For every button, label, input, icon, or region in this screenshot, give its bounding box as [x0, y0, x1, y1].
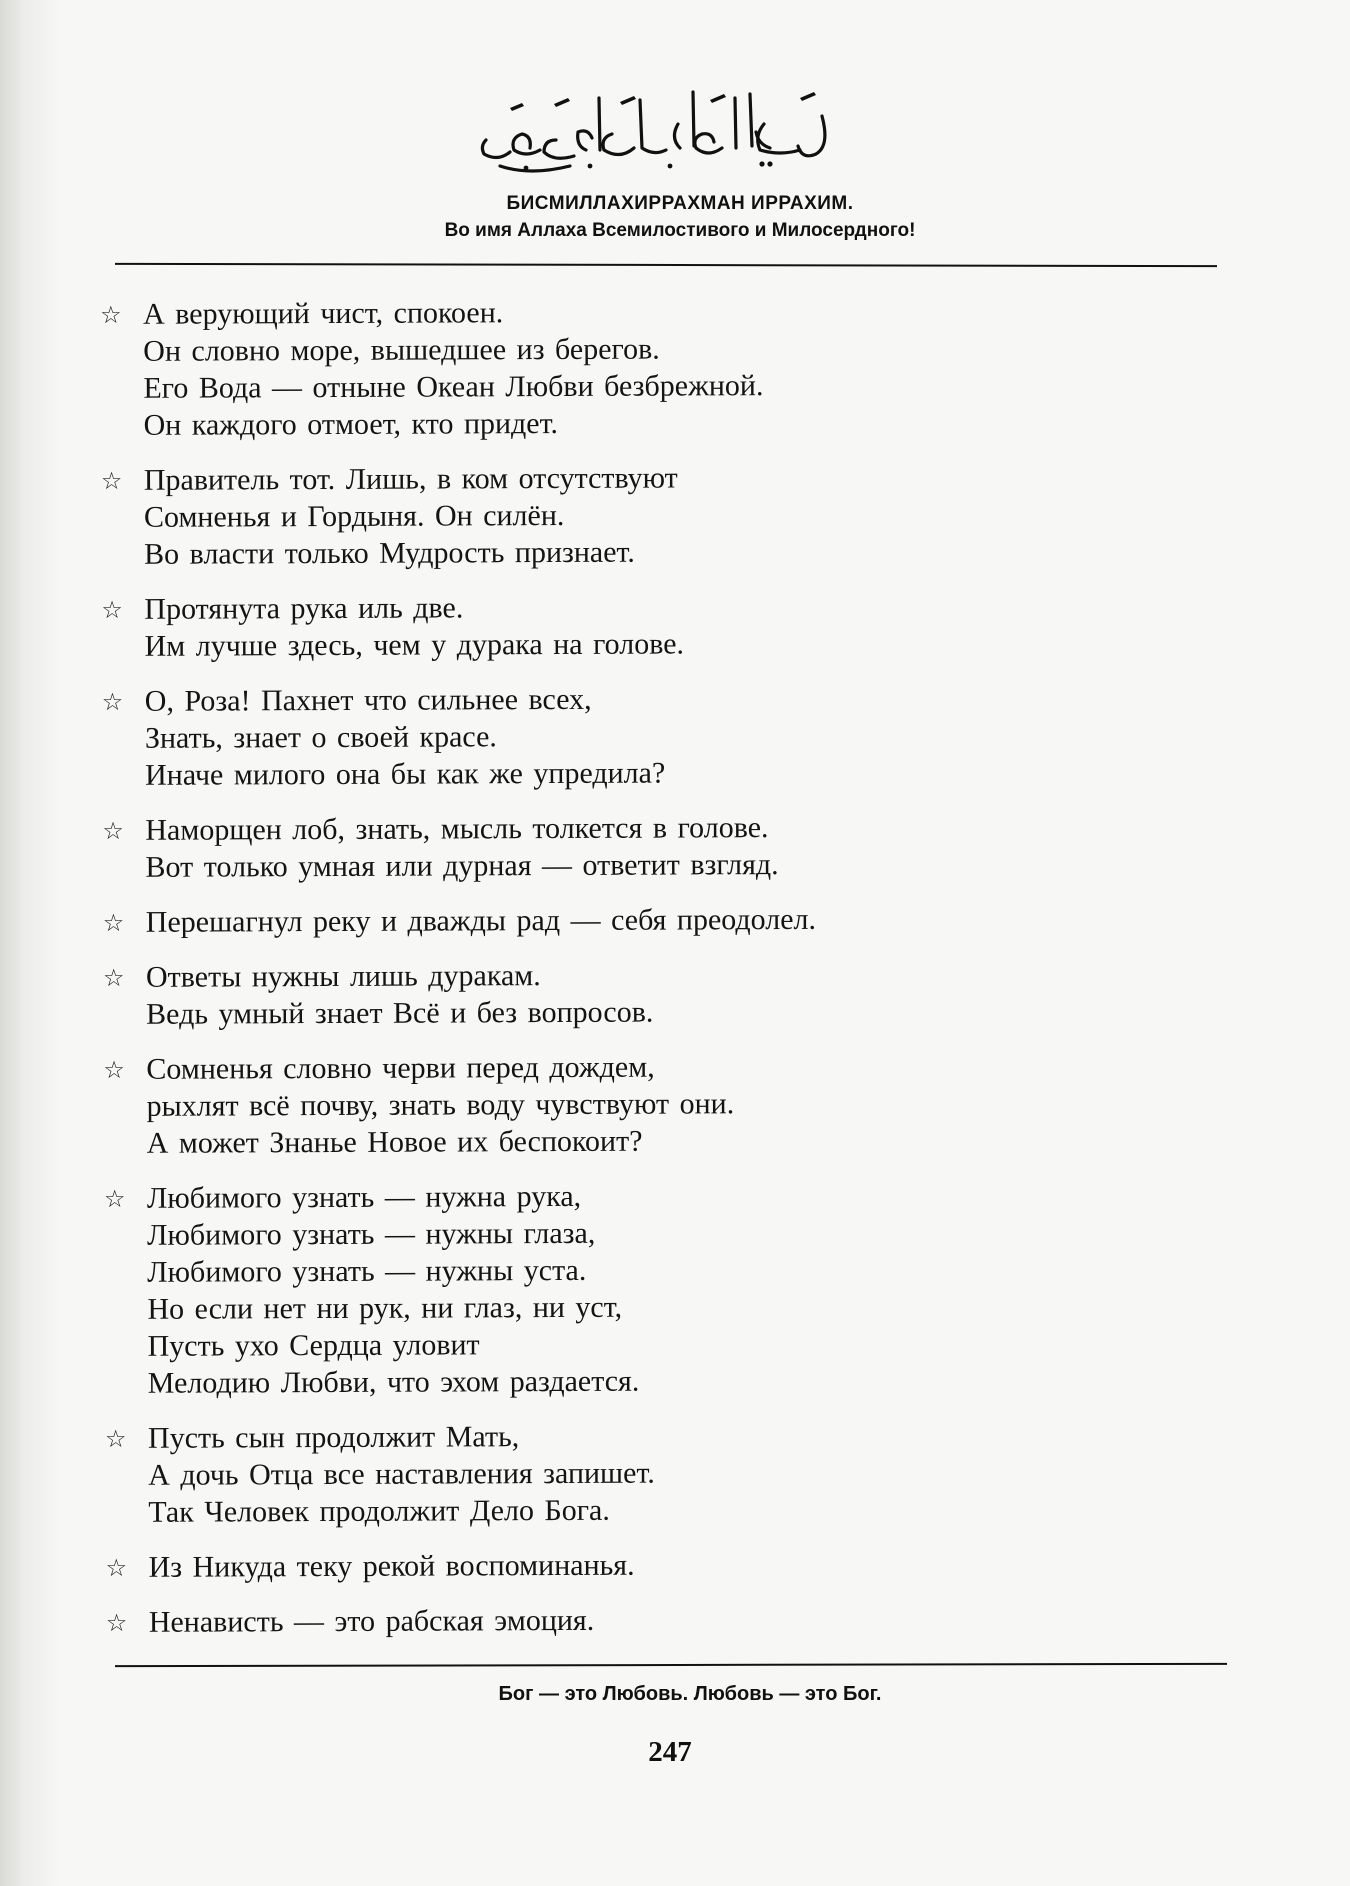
- stanza: [100, 678, 1230, 794]
- poem-line: рыхлят всё почву, знать воду чувствуют они.: [146, 1087, 735, 1123]
- header-divider: [115, 263, 1217, 267]
- page-number: 247: [648, 1736, 692, 1768]
- stanza: [103, 1544, 1233, 1586]
- stanza: [103, 1415, 1233, 1531]
- stanza: [101, 899, 1231, 941]
- star-outline-icon: ☆: [102, 816, 124, 845]
- poem-line: А может Знанье Новое их беспокоит?: [146, 1124, 643, 1160]
- poem-line: Он словно море, вышедшее из берегов.: [143, 332, 660, 368]
- poem-line: Пусть ухо Сердца уловит: [147, 1328, 480, 1363]
- stanza: [100, 807, 1230, 886]
- bismillah-calligraphy: [470, 78, 850, 178]
- stanza: [101, 954, 1231, 1033]
- poem-line: Мелодию Любви, что эхом раздается.: [147, 1364, 640, 1400]
- poem-line: Ответы нужны лишь дуракам.: [145, 959, 541, 994]
- star-outline-icon: ☆: [103, 1184, 126, 1213]
- poem-line: Так Человек продолжит Дело Бога.: [148, 1493, 610, 1529]
- poem-line: Пусть сын продолжит Мать,: [147, 1420, 520, 1455]
- poem-line: Во власти только Мудрость признает.: [144, 535, 635, 571]
- stanza: [104, 1599, 1234, 1641]
- star-outline-icon: ☆: [104, 1424, 127, 1453]
- poem-line: Наморщен лоб, знать, мысль толкется в голове.: [145, 811, 769, 847]
- poem-line: Иначе милого она бы как же упредила?: [145, 756, 666, 792]
- poem-line: Сомненья словно черви перед дождем,: [146, 1050, 655, 1086]
- poem-line: Любимого узнать — нужны глаза,: [147, 1216, 596, 1252]
- stanza: [101, 1046, 1231, 1162]
- stanza: [99, 457, 1229, 573]
- poem-line: О, Роза! Пахнет что сильнее всех,: [144, 682, 592, 718]
- poem-line: Из Никуда теку рекой воспоминанья.: [148, 1548, 635, 1584]
- poem-line: Вот только умная или дурная — ответит взгляд.: [145, 848, 779, 884]
- poem-line: Сомненья и Гордыня. Он силён.: [143, 498, 565, 534]
- poem-line: Ненависть — это рабская эмоция.: [148, 1603, 595, 1639]
- poem-line: Любимого узнать — нужны уста.: [147, 1253, 587, 1289]
- poem-line: Ведь умный знает Всё и без вопросов.: [146, 995, 654, 1031]
- star-outline-icon: ☆: [103, 1055, 125, 1084]
- poem-list: [98, 291, 1234, 1659]
- footer-motto: Бог — это Любовь. Любовь — это Бог.: [498, 1683, 882, 1705]
- stanza: [102, 1175, 1233, 1402]
- poem-line: А дочь Отца все наставления запишет.: [148, 1456, 655, 1492]
- footer-divider: [115, 1663, 1227, 1667]
- poem-line: Он каждого отмоет, кто придет.: [143, 406, 559, 442]
- star-outline-icon: ☆: [101, 687, 124, 716]
- header-title: БИСМИЛЛАХИРРАХМАН ИРРАХИМ.: [506, 193, 854, 214]
- star-outline-icon: ☆: [101, 595, 123, 624]
- poem-line: Любимого узнать — нужна рука,: [146, 1179, 582, 1215]
- poem-line: Правитель тот. Лишь, в ком отсутствуют: [143, 461, 678, 497]
- star-outline-icon: ☆: [100, 300, 122, 329]
- star-outline-icon: ☆: [105, 1608, 128, 1637]
- poem-line: Знать, знает о своей красе.: [144, 720, 497, 755]
- stanza: [98, 291, 1229, 444]
- star-outline-icon: ☆: [102, 908, 125, 937]
- stanza: [99, 586, 1229, 665]
- poem-line: Протянута рука иль две.: [144, 591, 464, 626]
- poem-line: Им лучше здесь, чем у дурака на голове.: [144, 627, 685, 663]
- poem-line: Перешагнул реку и дважды рад — себя преодолел.: [145, 902, 817, 939]
- poem-line: Но если нет ни рук, ни глаз, ни уст,: [147, 1290, 623, 1326]
- poem-line: А верующий чист, спокоен.: [143, 296, 504, 331]
- star-outline-icon: ☆: [105, 1553, 128, 1582]
- header-subtitle: Во имя Аллаха Всемилостивого и Милосердного!: [444, 220, 916, 241]
- star-outline-icon: ☆: [100, 466, 123, 495]
- poem-line: Его Вода — отныне Океан Любви безбрежной.: [143, 369, 764, 405]
- star-outline-icon: ☆: [102, 963, 125, 992]
